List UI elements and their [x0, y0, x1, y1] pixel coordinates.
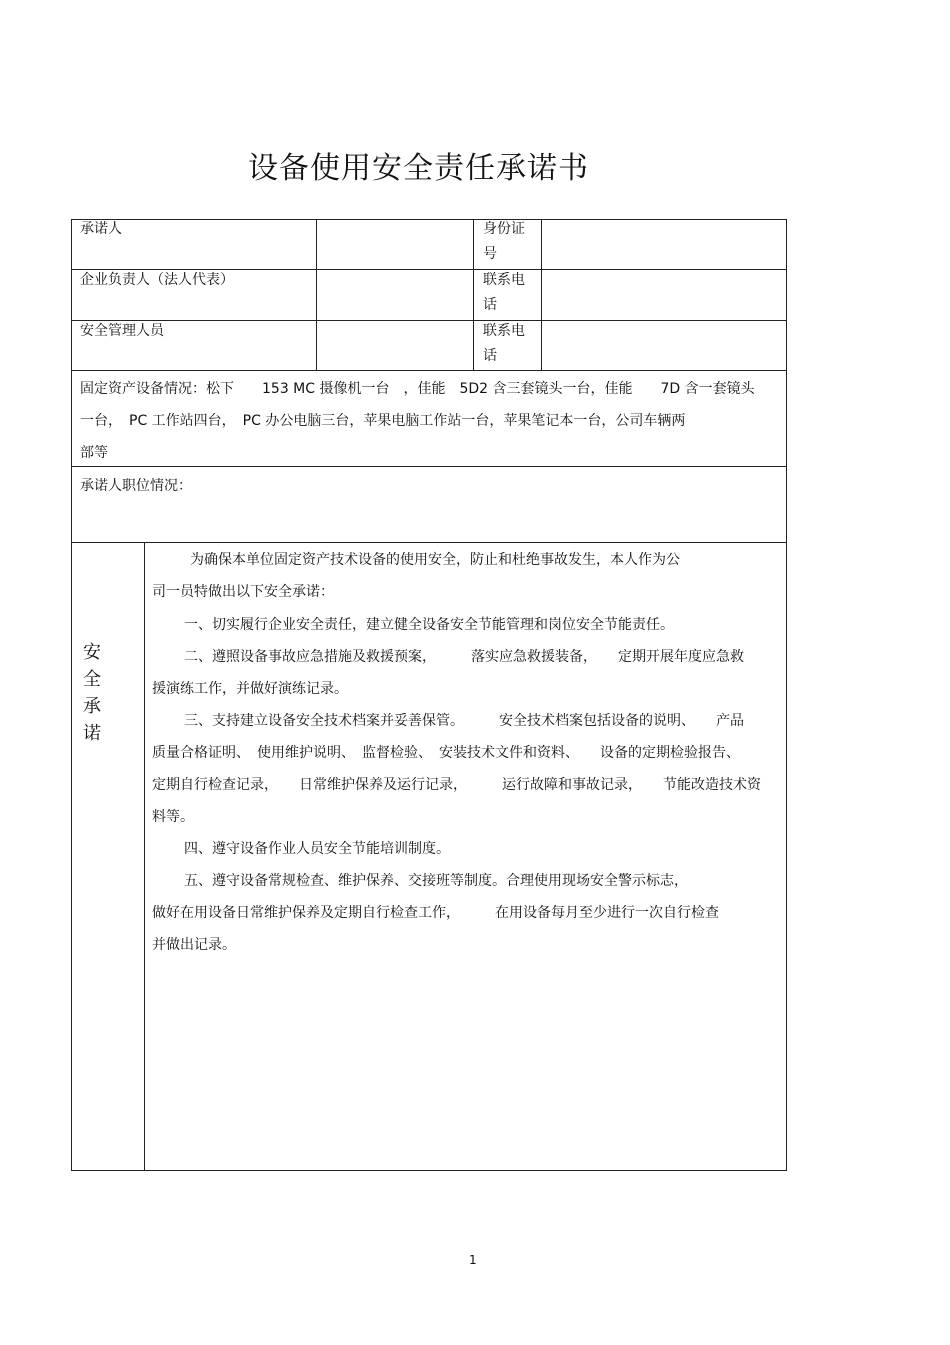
id-label-line2: 号 [483, 246, 497, 262]
id-label-line1: 身份证 [483, 221, 525, 237]
side-char: 安 [83, 642, 101, 663]
commitment-line: 并做出记录。 [152, 937, 236, 953]
position-label: 承诺人职位情况： [80, 478, 192, 494]
id-value[interactable] [542, 220, 786, 269]
phone-label-1-line1: 联系电 [483, 272, 525, 288]
page-number: 1 [469, 1253, 477, 1267]
commitment-line: 质量合格证明、 使用维护说明、 监督检验、 安装技术文件和资料、 设备的定期检验报告、 [152, 745, 740, 761]
column-divider [144, 542, 145, 1170]
promisor-value[interactable] [317, 220, 473, 269]
commitment-line: 五、遵守设备常规检查、维护保养、交接班等制度。合理使用现场安全警示标志， [184, 873, 688, 889]
commitment-line: 援演练工作，并做好演练记录。 [152, 681, 348, 697]
assets-line-1: 固定资产设备情况：松下 153 MC 摄像机一台 ，佳能 5D2 含三套镜头一台，佳能 7D 含一套镜头 [80, 381, 755, 397]
phone-value-2[interactable] [542, 321, 786, 370]
safety-manager-value[interactable] [317, 321, 473, 370]
commitment-line: 做好在用设备日常维护保养及定期自行检查工作， 在用设备每月至少进行一次自行检查 [152, 905, 719, 921]
position-value[interactable] [80, 500, 780, 540]
row-divider [72, 370, 786, 371]
commitment-line: 三、支持建立设备安全技术档案并妥善保管。 安全技术档案包括设备的说明、 产品 [184, 713, 744, 729]
row-divider [72, 466, 786, 467]
phone-label-1-line2: 话 [483, 297, 497, 313]
commitment-line: 料等。 [152, 809, 194, 825]
phone-label-2-line1: 联系电 [483, 323, 525, 339]
phone-value-1[interactable] [542, 270, 786, 320]
commitment-line: 四、遵守设备作业人员安全节能培训制度。 [184, 841, 450, 857]
commitment-line: 定期自行检查记录， 日常维护保养及运行记录， 运行故障和事故记录， 节能改造技术资 [152, 777, 761, 793]
side-char: 全 [83, 669, 101, 690]
legal-rep-label: 企业负责人（法人代表） [80, 272, 234, 288]
phone-label-2-line2: 话 [483, 348, 497, 364]
commitment-line: 一、切实履行企业安全责任，建立健全设备安全节能管理和岗位安全节能责任。 [184, 617, 674, 633]
commitment-line: 司一员特做出以下安全承诺： [152, 584, 334, 600]
assets-line-3: 部等 [80, 445, 108, 461]
commitment-line: 为确保本单位固定资产技术设备的使用安全，防止和杜绝事故发生，本人作为公 [190, 552, 680, 568]
row-divider [72, 542, 786, 543]
side-char: 承 [83, 696, 101, 717]
column-divider [473, 220, 474, 370]
commitment-line: 二、遵照设备事故应急措施及救援预案， 落实应急救援装备， 定期开展年度应急救 [184, 649, 744, 665]
safety-manager-label: 安全管理人员 [80, 323, 164, 339]
page-title: 设备使用安全责任承诺书 [248, 151, 589, 186]
side-char: 诺 [83, 723, 101, 744]
commitment-form-table [71, 219, 787, 1171]
commitment-side-label [80, 639, 104, 747]
legal-rep-value[interactable] [317, 270, 473, 320]
promisor-label: 承诺人 [80, 221, 122, 237]
assets-line-2: 一台， PC 工作站四台， PC 办公电脑三台，苹果电脑工作站一台，苹果笔记本一台，公司车辆两 [80, 413, 686, 429]
